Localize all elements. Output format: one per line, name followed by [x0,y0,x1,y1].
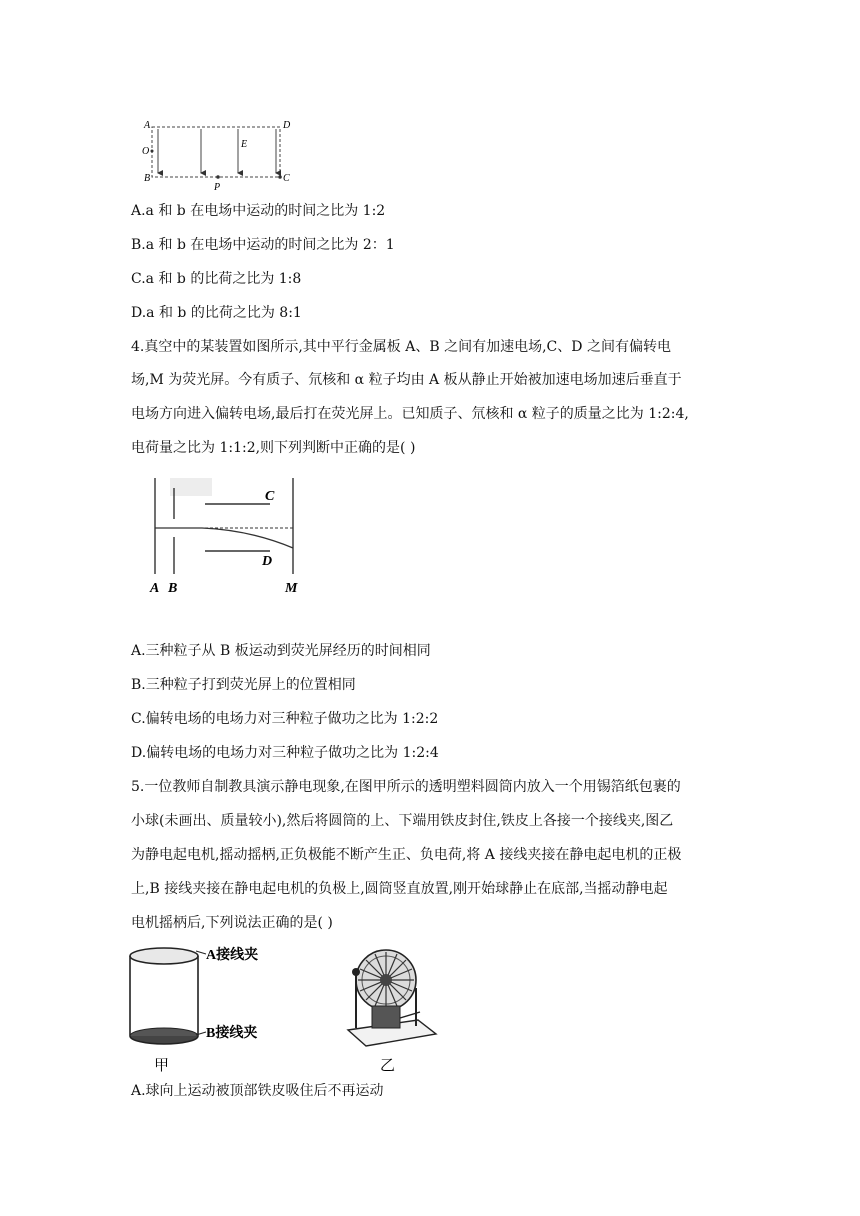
caption-yi: 乙 [380,1058,396,1074]
cylinder-diagram-jia [126,938,276,1078]
q4-option-a: A.三种粒子从 B 板运动到荧光屏经历的时间相同 [131,643,431,659]
q5-stem-line-2: 小球(未画出、质量较小),然后将圆筒的上、下端用铁皮封住,铁皮上各接一个接线夹,图乙 [131,813,674,829]
q3-option-c: C.a 和 b 的比荷之比为 1:8 [131,271,302,287]
plate-label-C: C [265,489,275,504]
q5-stem-line-5: 电机摇柄后,下列说法正确的是( ) [131,915,333,931]
label-O: O [142,146,150,157]
label-E: E [241,139,248,150]
label-P: P [214,182,221,193]
q3-option-a: A.a 和 b 在电场中运动的时间之比为 1:2 [131,203,386,219]
label-A: A [144,120,151,131]
plate-label-D: D [262,554,273,569]
q4-option-c: C.偏转电场的电场力对三种粒子做功之比为 1:2:2 [131,711,439,727]
label-B: B [144,173,151,184]
q3-option-d: D.a 和 b 的比荷之比为 8:1 [131,305,302,321]
q5-stem-line-4: 上,B 接线夹接在静电起电机的负极上,圆筒竖直放置,刚开始球静止在底部,当摇动静电起 [131,881,668,897]
q4-option-b: B.三种粒子打到荧光屏上的位置相同 [131,677,356,693]
screen-label-M: M [285,581,298,596]
q5-stem-line-3: 为静电起电机,摇动摇柄,正负极能不断产生正、负电荷,将 A 接线夹接在静电起电机的正极 [131,847,682,863]
plate-label-A: A [150,581,160,596]
q4-stem-line-4: 电荷量之比为 1:1:2,则下列判断中正确的是( ) [131,440,416,456]
clip-label-b: B接线夹 [206,1026,258,1041]
field-diagram-1 [138,115,298,193]
plate-label-B: B [168,581,178,596]
q4-option-d: D.偏转电场的电场力对三种粒子做功之比为 1:2:4 [131,745,439,761]
clip-label-a: A接线夹 [206,948,259,963]
label-C: C [283,173,290,184]
q4-stem-line-2: 场,M 为荧光屏。今有质子、氘核和 α 粒子均由 A 板从静止开始被加速电场加速后垂直于 [131,372,682,388]
q3-option-b: B.a 和 b 在电场中运动的时间之比为 2：1 [131,237,395,253]
q5-option-a: A.球向上运动被顶部铁皮吸住后不再运动 [131,1083,384,1099]
q5-stem-line-1: 5.一位教师自制教具演示静电现象,在图甲所示的透明塑料圆筒内放入一个用锡箔纸包裹的 [131,779,681,795]
q4-stem-line-3: 电场方向进入偏转电场,最后打在荧光屏上。已知质子、氘核和 α 粒子的质量之比为 1:2:4, [131,406,689,422]
label-D: D [283,120,291,131]
q4-stem-line-1: 4.真空中的某装置如图所示,其中平行金属板 A、B 之间有加速电场,C、D 之间有偏转电 [131,339,671,355]
deflection-apparatus-diagram [140,470,310,598]
caption-jia: 甲 [154,1058,170,1074]
electrostatic-generator-yi [336,938,446,1078]
